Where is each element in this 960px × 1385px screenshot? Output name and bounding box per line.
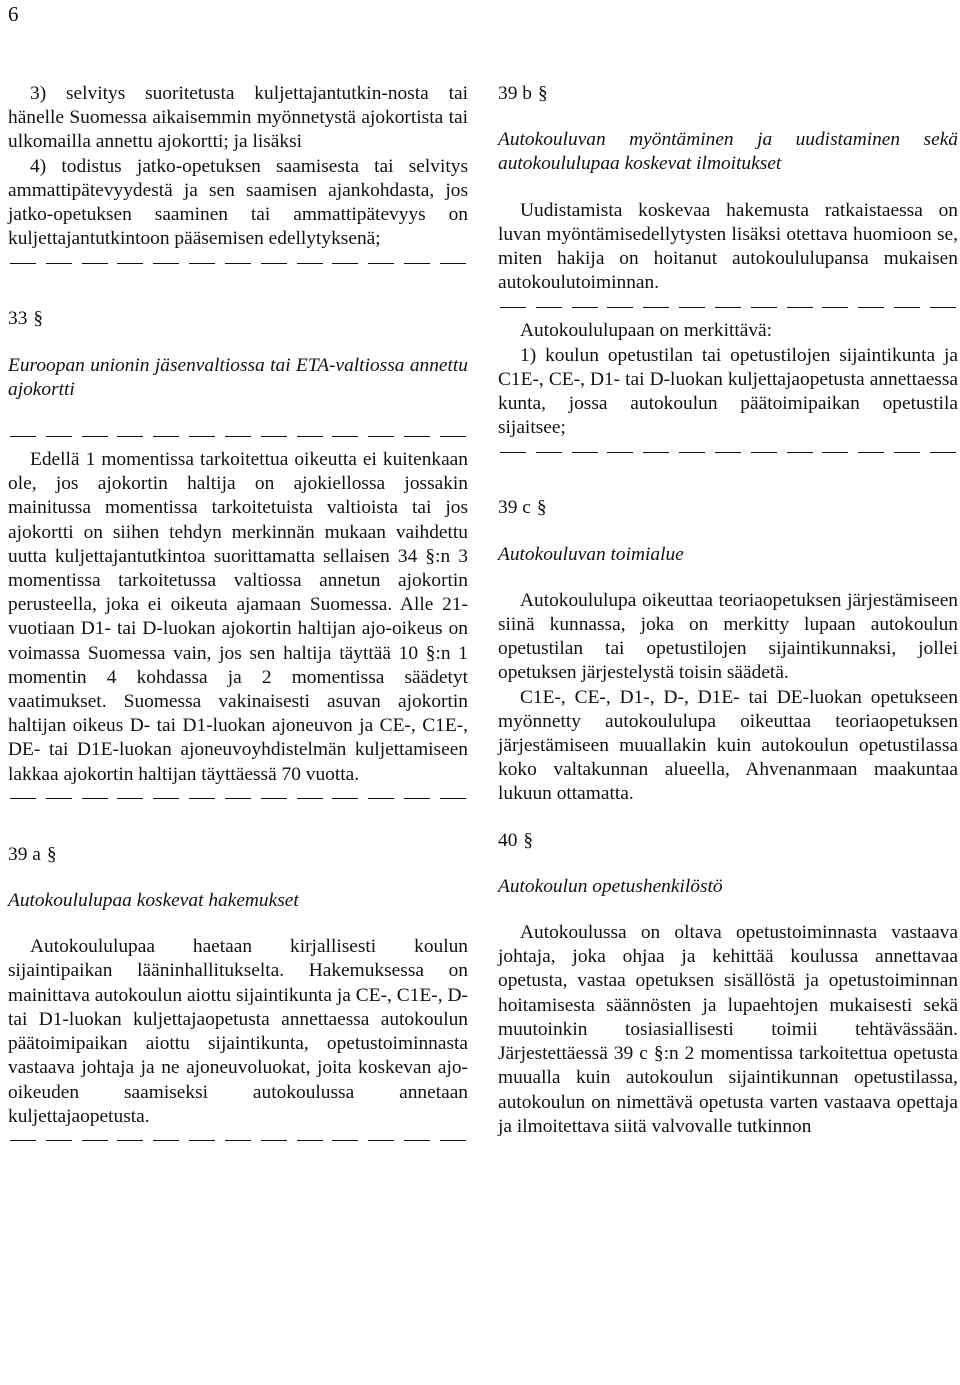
right-column bbox=[498, 82, 958, 1139]
section-39b-heading bbox=[498, 82, 958, 106]
omission-line bbox=[8, 251, 468, 275]
omission-line bbox=[8, 1129, 468, 1153]
section-39b-text: Uudistamista koskevaa hakemusta ratkaistaessa on luvan myöntämisedellytysten lisäksi otettava huomioon se, miten hakija on hoitanut autokoululupansa mukaisen autokoulutoiminnan. bbox=[498, 199, 958, 294]
omission-line bbox=[498, 295, 958, 319]
section-40-heading bbox=[498, 829, 958, 853]
section-symbol: § bbox=[46, 843, 57, 865]
section-number: 40 bbox=[498, 829, 518, 851]
list-item-3: 3) selvitys suoritetusta kuljettajantutkin-nosta tai hänelle Suomessa aikaisemmin myönnetystä ajokortista tai ulkomailla annettu ajokortti; ja lisäksi bbox=[8, 83, 468, 153]
section-39b-list-intro: Autokoululupaan on merkittävä: bbox=[520, 320, 773, 342]
section-symbol: § bbox=[33, 308, 44, 330]
section-39a-heading bbox=[8, 843, 468, 867]
omission-line bbox=[8, 787, 468, 811]
section-number: 39 a bbox=[8, 843, 41, 865]
section-symbol: § bbox=[523, 829, 534, 851]
section-39b-list-item: 1) koulun opetustilan tai opetustilojen sijaintikunta ja C1E-, CE-, D1- tai D-luokan kuljettajaopetusta annettaessa kunta, jossa autokoulun päätoimipaikan opetustila sijaitsee; bbox=[498, 344, 958, 439]
section-symbol: § bbox=[537, 83, 548, 104]
section-39c-text-2: C1E-, CE-, D1-, D-, D1E- tai DE-luokan opetukseen myönnetty autokoululupa oikeuttaa teoriaopetuksen järjestämiseen muuallakin kuin autokoulun opetustilassa koko valtakunnan alueella, Ahvenanmaan maakuntaa lukuun ottamatta. bbox=[498, 686, 958, 805]
section-39c-heading bbox=[498, 496, 958, 520]
section-39c-text-1: Autokoululupa oikeuttaa teoriaopetuksen järjestämiseen siinä kunnassa, joka on merkitty lupaan autokoulun opetustilan tai opetustilojen sijaintikunnaksi, jollei opetuksen järjestelystä toisin säädetä. bbox=[498, 589, 958, 684]
section-symbol: § bbox=[536, 497, 547, 519]
section-number: 39 b bbox=[498, 83, 532, 104]
list-item-4: 4) todistus jatko-opetuksen saamisesta tai selvitys ammattipätevyydestä ja sen saamisen ajankohdasta, jos jatko-opetuksen saaminen tai ammattipätevyys on kuljettajantutkintoon pääsemisen edellytyksenä; bbox=[8, 155, 468, 250]
section-number: 39 c bbox=[498, 497, 531, 519]
section-number: 33 bbox=[8, 308, 28, 330]
section-40-text: Autokoulussa on oltava opetustoiminnasta vastaava johtaja, joka ohjaa ja kehittää koulussa annettavaa opetusta, vastaa opetuksen sisällöstä ja opetustoiminnan hoitamisesta säännösten ja lupaehtojen mukaisesti sekä muutoinkin tosiasiallisesti toimii tehtävässään. Järjestettäessä 39 c §:n 2 momentissa tarkoitettua opetusta muualla kuin autokoulun sijaintikunnan opetustilassa, autokoulun on nimettävä opetusta varten vastaava opettaja ja ilmoitettava siitä valvovalle tutkinnon bbox=[498, 922, 958, 1137]
section-33-text: Edellä 1 momentissa tarkoitettua oikeutta ei kuitenkaan ole, jos ajokortin haltija on ajokiellossa jossakin mainitussa momentissa tarkoitetuista valtioista tai jos ajokortti on siihen tehdyn merkinnän mukaan vaihdettu uutta kuljettajantutkintoa suorittamatta sellaisen 34 §:n 3 momentissa tarkoitetussa valtiossa annetun ajokortin perusteella, joka ei oikeuta ajamaan Suomessa. Alle 21-vuotiaan D1- tai D-luokan ajokortin haltijan ajo-oikeus on voimassa Suomessa vain, jos sen haltija täyttää 10 §:n 1 momentin 4 kohdassa ja 2 momentissa säädetyt vaatimukset. Suomessa vakinaisesti asuvan ajokortin haltijan oikeus D- tai D1-luokan ajoneuvon ja CE-, C1E-, DE- tai D1E-luokan ajoneuvoyhdistelmän kuljettamiseen lakkaa ajokortin haltijan täyttäessä 70 vuotta. bbox=[8, 449, 468, 785]
section-39a-text: Autokoululupaa haetaan kirjallisesti koulun sijaintipaikan lääninhallitukselta. Hakemuksessa on mainittava autokoulun aiottu sijaintikunta ja CE-, C1E-, D- tai D1-luokan kuljettajaopetusta annettaessa autokoulun päätoimipaikan aiottu sijaintikunta, opetustoiminnasta vastaava johtaja ja ne ajoneuvoluokat, joita koskevan ajo-oikeuden saamiseksi autokoulussa annetaan kuljettajaopetusta. bbox=[8, 936, 468, 1127]
section-39b-title: Autokouluvan myöntäminen ja uudistaminen sekä autokoululupaa koskevat ilmoitukset bbox=[498, 129, 958, 175]
section-40-title: Autokoulun opetushenkilöstö bbox=[498, 875, 723, 897]
section-39a-title: Autokoululupaa koskevat hakemukset bbox=[8, 890, 299, 912]
omission-line bbox=[498, 440, 958, 464]
section-33-title: Euroopan unionin jäsenvaltiossa tai ETA-valtiossa annettu ajokortti bbox=[8, 354, 468, 400]
left-column bbox=[8, 82, 468, 1153]
omission-line bbox=[8, 424, 468, 448]
section-33-heading bbox=[8, 307, 468, 331]
page-number: 6 bbox=[8, 2, 19, 26]
section-39c-title: Autokouluvan toimialue bbox=[498, 543, 684, 565]
